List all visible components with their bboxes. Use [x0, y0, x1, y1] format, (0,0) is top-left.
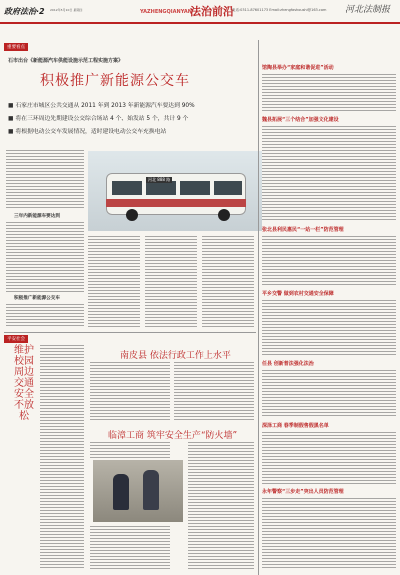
- lead-body-text: [6, 150, 84, 210]
- lead-body-text: [202, 236, 254, 328]
- sidebar-headline: 馆陶县举办“家庭和谐促进”活动: [262, 65, 334, 71]
- lower-body-text: [188, 442, 254, 570]
- bus-window: [180, 181, 210, 195]
- sidebar-headline: 魏县拓展“三个结合”加强文化建设: [262, 117, 339, 123]
- lead-body-text: [145, 236, 197, 328]
- lower-body-text: [174, 362, 254, 422]
- vertical-headline: 维护校园周边交通安全不放松: [14, 345, 34, 422]
- bus-wheel: [126, 209, 138, 221]
- sidebar-headline: 任县 创新普法强化法治: [262, 361, 314, 367]
- person-figure: [113, 474, 129, 510]
- bus-wheel: [218, 209, 230, 221]
- lead-body-text: [6, 304, 84, 328]
- lead-subhead: 三年内新能源车要达到: [14, 214, 60, 219]
- lower-body-text: [90, 362, 170, 422]
- sidebar-text: [262, 498, 396, 570]
- lower-divider: [4, 332, 256, 333]
- inspection-photo: [93, 460, 183, 522]
- sidebar-headline: 张北县利民惠民“一站一栏”防范管理: [262, 227, 344, 233]
- sidebar-text: [262, 126, 396, 222]
- sidebar-text: [262, 432, 396, 484]
- paper-logo: 河北法制报: [345, 5, 391, 15]
- bus-window: [146, 181, 176, 195]
- sidebar-text: [262, 300, 396, 356]
- column-tag: 重要看点: [4, 43, 28, 51]
- section-label: 政府法治·2: [4, 7, 45, 16]
- sidebar-text: [262, 74, 396, 112]
- issue-date: 2012年5月10日 星期四: [50, 8, 83, 12]
- section-title: 法治前沿: [190, 5, 234, 18]
- sidebar-headline: 深泽工商 春季制假售假黑名单: [262, 423, 329, 429]
- lead-body-text: [88, 236, 140, 328]
- sidebar-headline: 永年警察“三步走”突出人员防范管理: [262, 489, 344, 495]
- lead-subhead: 积极推广新能源公交车: [14, 296, 60, 301]
- lower-body-text: [90, 526, 170, 570]
- sidebar-text: [262, 236, 396, 286]
- contact-line: 电话:0311-87601173 Email:zhengfashoushi@163.com: [232, 8, 327, 12]
- lead-kicker: 石市出台《新能源汽车供能设施示范工程实施方案》: [8, 58, 124, 64]
- lower-body-text: [40, 345, 84, 570]
- lower-body-text: [90, 442, 170, 458]
- lead-bullets: [8, 100, 253, 139]
- bus-window: [112, 181, 142, 195]
- bullet-item: ■ 石家庄市城区公共交通从 2011 年到 2013 年新能源汽车要达到 90%: [8, 100, 253, 113]
- headline-linzhang: 临漳工商 筑牢安全生产“防火墙”: [108, 431, 238, 441]
- bus-stripe: [106, 199, 246, 207]
- lower-column-tag: 平安社会: [4, 335, 28, 343]
- header-rule: [0, 22, 400, 24]
- sidebar-text: [262, 370, 396, 418]
- sidebar-divider: [258, 40, 259, 575]
- bullet-item: ■ 将在三环周边先期建设公交综合场站 4 个、始发站 5 个，共计 9 个: [8, 113, 253, 126]
- bus-photo: [88, 151, 262, 231]
- bullet-item: ■ 将根据电动公交车发展情况，适时建设电动公交车充换电站: [8, 126, 253, 139]
- lead-headline: 积极推广新能源公交车: [40, 73, 190, 89]
- bus-route-sign: 河北 888 路: [148, 177, 171, 182]
- headline-nanpi: 南皮县 依法行政工作上水平: [120, 351, 231, 361]
- lead-body-text: [6, 222, 84, 292]
- person-figure: [143, 470, 159, 510]
- sidebar-headline: 平乡交警 做到农村交通安全保障: [262, 291, 334, 297]
- section-subtitle: YAZHENGQIANYAN: [140, 9, 192, 15]
- bus-window: [214, 181, 242, 195]
